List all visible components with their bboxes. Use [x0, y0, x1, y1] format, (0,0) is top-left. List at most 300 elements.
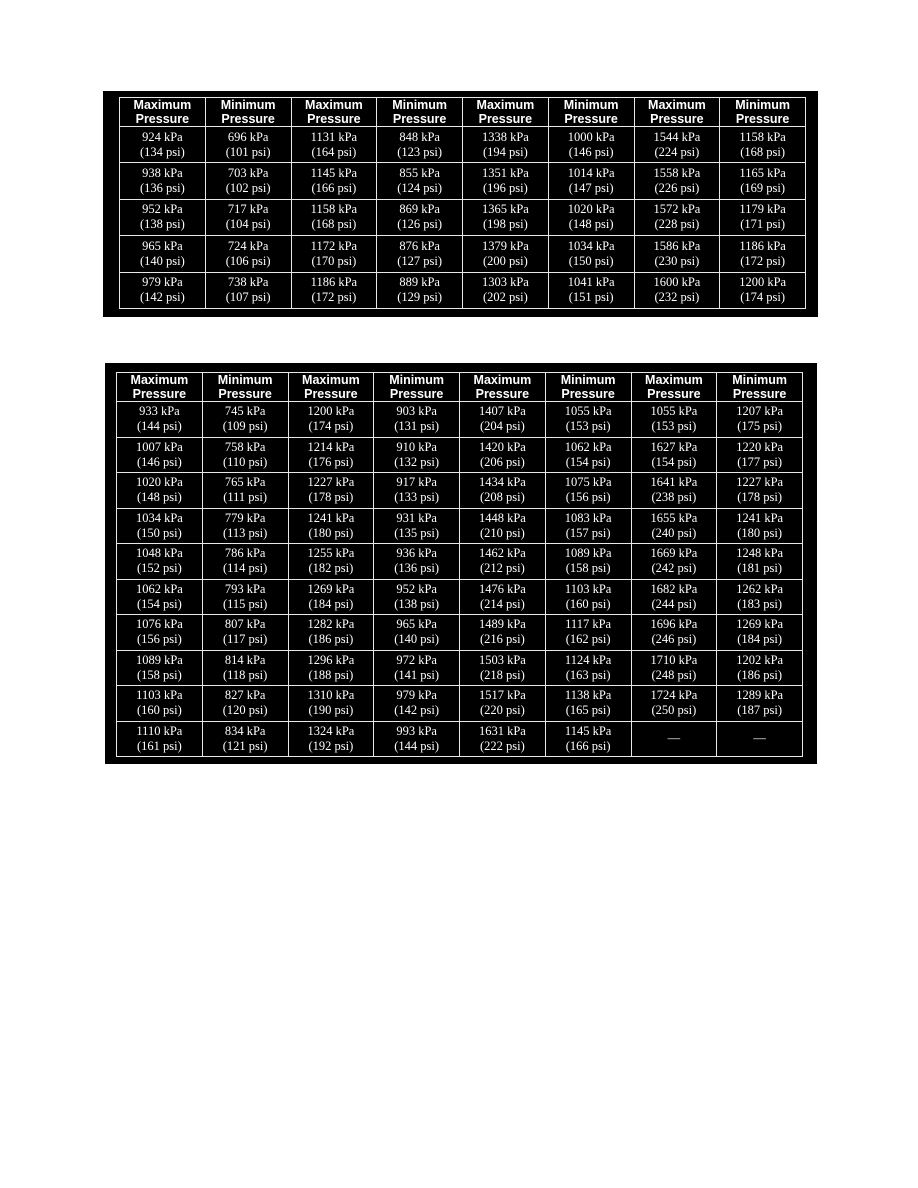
table-cell	[377, 163, 463, 199]
table-cell	[717, 686, 803, 722]
column-header-line: Pressure	[564, 112, 618, 126]
table-cell	[460, 402, 546, 438]
kpa-value: 765 kPa	[224, 475, 266, 490]
table-cell	[631, 402, 717, 438]
kpa-value: 1517 kPa	[478, 688, 526, 703]
kpa-value: 1324 kPa	[307, 723, 355, 738]
table-cell	[634, 127, 720, 163]
table-cell	[117, 473, 203, 509]
table-cell	[545, 402, 631, 438]
psi-value: (153 psi)	[651, 419, 697, 434]
header-row	[120, 98, 806, 127]
kpa-value: 1448 kPa	[478, 510, 526, 525]
kpa-value: 1724 kPa	[650, 688, 698, 703]
kpa-value: 931 kPa	[396, 510, 437, 525]
psi-value: (161 psi)	[136, 738, 182, 753]
table-cell	[631, 508, 717, 544]
kpa-value: 1138 kPa	[564, 688, 612, 703]
psi-value: (186 psi)	[737, 667, 783, 682]
kpa-value: 1407 kPa	[478, 404, 526, 419]
psi-value: (153 psi)	[565, 419, 611, 434]
kpa-value: 696 kPa	[227, 129, 269, 144]
column-header-line: Pressure	[135, 112, 190, 126]
psi-value: (210 psi)	[479, 525, 525, 540]
kpa-value: 1158 kPa	[310, 202, 358, 217]
column-header-line: Pressure	[307, 112, 361, 126]
table-cell	[117, 721, 203, 757]
table-cell	[548, 127, 634, 163]
column-header-line: Pressure	[218, 387, 272, 401]
kpa-value: 1014 kPa	[567, 166, 615, 181]
kpa-value: 1489 kPa	[478, 617, 526, 632]
kpa-value: 972 kPa	[396, 652, 437, 667]
kpa-value: 1062 kPa	[564, 439, 612, 454]
psi-value: (200 psi)	[482, 253, 528, 268]
psi-value: (168 psi)	[740, 144, 786, 159]
table-cell	[374, 650, 460, 686]
kpa-value: 1227 kPa	[307, 475, 355, 490]
table-cell	[460, 544, 546, 580]
kpa-value: 1020 kPa	[567, 202, 615, 217]
kpa-value: 1682 kPa	[650, 581, 698, 596]
kpa-value: 745 kPa	[224, 404, 266, 419]
psi-value: (148 psi)	[568, 217, 614, 232]
psi-value: (188 psi)	[308, 667, 354, 682]
psi-value: (154 psi)	[565, 454, 611, 469]
psi-value: (166 psi)	[565, 738, 611, 753]
column-header-line: Minimum	[220, 98, 276, 112]
psi-value: (204 psi)	[479, 419, 525, 434]
column-header	[120, 98, 206, 127]
table-cell	[548, 236, 634, 272]
psi-value: (157 psi)	[565, 525, 611, 540]
table-row	[117, 721, 803, 757]
psi-value: (144 psi)	[136, 419, 182, 434]
psi-value: (160 psi)	[565, 596, 611, 611]
psi-value: (220 psi)	[479, 703, 525, 718]
column-header	[291, 98, 377, 127]
psi-value: (163 psi)	[565, 667, 611, 682]
kpa-value: 1420 kPa	[478, 439, 526, 454]
column-header-line: Maximum	[648, 98, 706, 112]
column-header-line: Minimum	[735, 98, 791, 112]
kpa-value: 965 kPa	[142, 238, 183, 253]
psi-value: (174 psi)	[740, 290, 786, 305]
table-cell	[205, 272, 291, 308]
psi-value: (160 psi)	[136, 703, 182, 718]
psi-value: (109 psi)	[222, 419, 268, 434]
column-header	[545, 373, 631, 402]
table-cell	[548, 199, 634, 235]
table-row	[117, 650, 803, 686]
psi-value: (218 psi)	[479, 667, 525, 682]
kpa-value: 1462 kPa	[478, 546, 526, 561]
kpa-value: 1241 kPa	[736, 510, 784, 525]
kpa-value: 1055 kPa	[650, 404, 698, 419]
kpa-value: 1338 kPa	[481, 129, 529, 144]
table-cell	[202, 402, 288, 438]
kpa-value: 793 kPa	[224, 581, 266, 596]
table-cell	[460, 615, 546, 651]
psi-value: (212 psi)	[479, 561, 525, 576]
kpa-value: 1586 kPa	[653, 238, 701, 253]
table-cell	[548, 272, 634, 308]
column-header-line: Pressure	[732, 387, 787, 401]
psi-value: (222 psi)	[479, 738, 525, 753]
table-cell	[117, 402, 203, 438]
kpa-value: 876 kPa	[399, 238, 440, 253]
psi-value: (232 psi)	[654, 290, 700, 305]
table-cell	[631, 686, 717, 722]
table-cell	[374, 544, 460, 580]
psi-value: (238 psi)	[651, 490, 697, 505]
table-cell	[202, 615, 288, 651]
psi-value: (121 psi)	[222, 738, 268, 753]
psi-value: (124 psi)	[397, 181, 443, 196]
kpa-value: 1145 kPa	[564, 723, 612, 738]
table-cell	[717, 402, 803, 438]
psi-value: (154 psi)	[136, 596, 182, 611]
column-header	[288, 373, 374, 402]
table-cell	[720, 236, 806, 272]
psi-value: (181 psi)	[737, 561, 783, 576]
table-cell	[377, 272, 463, 308]
psi-value: (182 psi)	[308, 561, 354, 576]
table-cell	[288, 579, 374, 615]
psi-value: (152 psi)	[136, 561, 182, 576]
table-cell	[205, 127, 291, 163]
column-header-line: Pressure	[475, 387, 530, 401]
psi-value: (162 psi)	[565, 632, 611, 647]
kpa-value: 910 kPa	[396, 439, 437, 454]
column-header-line: Maximum	[476, 98, 535, 112]
psi-value: (142 psi)	[394, 703, 440, 718]
column-header-line: Pressure	[389, 387, 444, 401]
psi-value: (166 psi)	[311, 181, 357, 196]
psi-value: (106 psi)	[225, 253, 271, 268]
psi-value: (165 psi)	[565, 703, 611, 718]
table-cell	[460, 437, 546, 473]
psi-value: (154 psi)	[651, 454, 697, 469]
column-header-line: Maximum	[305, 98, 363, 112]
psi-value: (150 psi)	[136, 525, 182, 540]
column-header-line: Minimum	[560, 373, 616, 387]
kpa-value: 1179 kPa	[739, 202, 786, 217]
kpa-value: 1351 kPa	[481, 166, 529, 181]
pressure-table-1	[119, 97, 806, 309]
psi-value: (202 psi)	[482, 290, 528, 305]
kpa-value: 1158 kPa	[739, 129, 786, 144]
table-row	[120, 199, 806, 235]
table-cell	[460, 650, 546, 686]
kpa-value: 1124 kPa	[564, 652, 612, 667]
psi-value: (156 psi)	[136, 632, 182, 647]
table-cell	[374, 402, 460, 438]
kpa-value: 917 kPa	[396, 475, 437, 490]
table-cell	[634, 199, 720, 235]
table-cell	[374, 437, 460, 473]
kpa-value: 1048 kPa	[135, 546, 183, 561]
column-header-line: Minimum	[217, 373, 273, 387]
kpa-value: 1186 kPa	[310, 275, 358, 290]
column-header-line: Minimum	[563, 98, 619, 112]
column-header-line: Maximum	[302, 373, 360, 387]
kpa-value: 1000 kPa	[567, 129, 615, 144]
column-header-line: Maximum	[473, 373, 532, 387]
kpa-value: 1089 kPa	[135, 652, 183, 667]
kpa-value: 936 kPa	[396, 546, 437, 561]
table-cell	[120, 236, 206, 272]
table-cell	[291, 199, 377, 235]
psi-value: (126 psi)	[397, 217, 443, 232]
psi-value: (196 psi)	[482, 181, 528, 196]
psi-value: (156 psi)	[565, 490, 611, 505]
empty-value: —	[753, 731, 766, 746]
kpa-value: 1262 kPa	[736, 581, 784, 596]
table-cell	[720, 199, 806, 235]
kpa-value: 703 kPa	[227, 166, 269, 181]
psi-value: (228 psi)	[654, 217, 700, 232]
table-cell	[288, 544, 374, 580]
kpa-value: 1083 kPa	[564, 510, 612, 525]
kpa-value: 952 kPa	[396, 581, 437, 596]
kpa-value: 1365 kPa	[481, 202, 529, 217]
kpa-value: 1248 kPa	[736, 546, 784, 561]
table-cell	[117, 650, 203, 686]
column-header-line: Maximum	[130, 373, 189, 387]
table-cell	[288, 437, 374, 473]
table-cell	[463, 236, 549, 272]
kpa-value: 933 kPa	[139, 404, 180, 419]
table-cell	[631, 473, 717, 509]
kpa-value: 1476 kPa	[478, 581, 526, 596]
psi-value: (111 psi)	[223, 490, 268, 505]
column-header	[205, 98, 291, 127]
table-cell	[202, 686, 288, 722]
column-header	[634, 98, 720, 127]
kpa-value: 1007 kPa	[135, 439, 183, 454]
psi-value: (187 psi)	[737, 703, 783, 718]
psi-value: (138 psi)	[394, 596, 440, 611]
table-row	[117, 508, 803, 544]
table-cell	[120, 163, 206, 199]
table-cell	[545, 721, 631, 757]
table-row	[117, 544, 803, 580]
kpa-value: 814 kPa	[224, 652, 266, 667]
psi-value: (140 psi)	[139, 253, 185, 268]
kpa-value: 1200 kPa	[307, 404, 355, 419]
table-cell	[460, 686, 546, 722]
kpa-value: 807 kPa	[224, 617, 266, 632]
kpa-value: 1282 kPa	[307, 617, 355, 632]
table-cell	[717, 473, 803, 509]
psi-value: (248 psi)	[651, 667, 697, 682]
empty-value: —	[667, 731, 681, 746]
kpa-value: 786 kPa	[224, 546, 266, 561]
column-header-line: Pressure	[132, 387, 187, 401]
psi-value: (174 psi)	[308, 419, 354, 434]
psi-value: (114 psi)	[222, 561, 268, 576]
column-header	[717, 373, 803, 402]
psi-value: (140 psi)	[394, 632, 440, 647]
table-cell	[463, 199, 549, 235]
psi-value: (104 psi)	[225, 217, 271, 232]
table-cell	[631, 579, 717, 615]
psi-value: (164 psi)	[311, 144, 357, 159]
table-cell	[205, 236, 291, 272]
kpa-value: 979 kPa	[142, 275, 183, 290]
table-cell	[374, 473, 460, 509]
table-cell	[631, 437, 717, 473]
column-header-line: Pressure	[392, 112, 447, 126]
table-cell	[117, 508, 203, 544]
kpa-value: 1055 kPa	[564, 404, 612, 419]
table-cell	[545, 508, 631, 544]
kpa-value: 952 kPa	[142, 202, 183, 217]
table-cell	[377, 236, 463, 272]
psi-value: (115 psi)	[222, 596, 268, 611]
psi-value: (148 psi)	[136, 490, 182, 505]
psi-value: (206 psi)	[479, 454, 525, 469]
psi-value: (171 psi)	[740, 217, 786, 232]
table-cell	[202, 508, 288, 544]
kpa-value: 1145 kPa	[310, 166, 358, 181]
table-cell	[205, 199, 291, 235]
kpa-value: 1296 kPa	[307, 652, 355, 667]
table-cell	[288, 615, 374, 651]
table-cell	[460, 579, 546, 615]
psi-value: (158 psi)	[136, 667, 182, 682]
kpa-value: 938 kPa	[142, 166, 183, 181]
psi-value: (172 psi)	[311, 290, 357, 305]
psi-value: (170 psi)	[311, 253, 357, 268]
psi-value: (138 psi)	[139, 217, 185, 232]
table-row	[120, 163, 806, 199]
psi-value: (101 psi)	[225, 144, 271, 159]
psi-value: (208 psi)	[479, 490, 525, 505]
table-cell	[460, 473, 546, 509]
table-cell	[545, 650, 631, 686]
kpa-value: 965 kPa	[396, 617, 437, 632]
kpa-value: 1165 kPa	[739, 166, 786, 181]
column-header-line: Pressure	[304, 387, 358, 401]
table-cell	[631, 721, 717, 757]
table-cell	[463, 272, 549, 308]
column-header-line: Pressure	[478, 112, 533, 126]
table-cell	[545, 579, 631, 615]
psi-value: (147 psi)	[568, 181, 614, 196]
table-row	[117, 579, 803, 615]
psi-value: (150 psi)	[568, 253, 614, 268]
table-cell	[374, 579, 460, 615]
psi-value: (123 psi)	[397, 144, 443, 159]
table-cell	[545, 544, 631, 580]
table-cell	[377, 199, 463, 235]
kpa-value: 1710 kPa	[650, 652, 698, 667]
kpa-value: 827 kPa	[224, 688, 266, 703]
column-header-line: Maximum	[645, 373, 703, 387]
table-cell	[545, 473, 631, 509]
table-cell	[631, 615, 717, 651]
psi-value: (169 psi)	[740, 181, 786, 196]
kpa-value: 1034 kPa	[135, 510, 183, 525]
kpa-value: 1117 kPa	[565, 617, 612, 632]
table-cell	[717, 721, 803, 757]
kpa-value: 1379 kPa	[481, 238, 529, 253]
table-cell	[288, 508, 374, 544]
psi-value: (240 psi)	[651, 525, 697, 540]
kpa-value: 1103 kPa	[136, 688, 183, 703]
table-row	[117, 437, 803, 473]
table-cell	[202, 544, 288, 580]
pressure-table-2	[116, 372, 803, 757]
kpa-value: 848 kPa	[399, 129, 440, 144]
psi-value: (117 psi)	[222, 632, 268, 647]
psi-value: (244 psi)	[651, 596, 697, 611]
kpa-value: 1034 kPa	[567, 238, 615, 253]
table-cell	[288, 650, 374, 686]
kpa-value: 1103 kPa	[564, 581, 612, 596]
table-cell	[377, 127, 463, 163]
kpa-value: 1241 kPa	[307, 510, 355, 525]
table-cell	[202, 650, 288, 686]
psi-value: (134 psi)	[139, 144, 185, 159]
column-header-line: Pressure	[221, 112, 275, 126]
psi-value: (132 psi)	[394, 454, 440, 469]
psi-value: (180 psi)	[737, 525, 783, 540]
table-cell	[202, 721, 288, 757]
column-header	[720, 98, 806, 127]
table-cell	[117, 544, 203, 580]
table-row	[120, 236, 806, 272]
pressure-table-panel-1	[103, 91, 818, 317]
kpa-value: 1214 kPa	[307, 439, 355, 454]
kpa-value: 1110 kPa	[136, 723, 183, 738]
kpa-value: 1227 kPa	[736, 475, 784, 490]
kpa-value: 724 kPa	[227, 238, 269, 253]
kpa-value: 1669 kPa	[650, 546, 698, 561]
table-cell	[374, 686, 460, 722]
table-cell	[545, 615, 631, 651]
kpa-value: 1020 kPa	[135, 475, 183, 490]
kpa-value: 1200 kPa	[739, 275, 787, 290]
psi-value: (136 psi)	[394, 561, 440, 576]
kpa-value: 1627 kPa	[650, 439, 698, 454]
psi-value: (110 psi)	[222, 454, 268, 469]
table-cell	[545, 686, 631, 722]
kpa-value: 834 kPa	[224, 723, 266, 738]
table-cell	[288, 721, 374, 757]
psi-value: (107 psi)	[225, 290, 271, 305]
psi-value: (230 psi)	[654, 253, 700, 268]
psi-value: (158 psi)	[565, 561, 611, 576]
kpa-value: 1641 kPa	[650, 475, 698, 490]
table-row	[120, 127, 806, 163]
column-header	[460, 373, 546, 402]
kpa-value: 1600 kPa	[653, 275, 701, 290]
table-row	[117, 402, 803, 438]
psi-value: (226 psi)	[654, 181, 700, 196]
psi-value: (178 psi)	[737, 490, 783, 505]
kpa-value: 1572 kPa	[653, 202, 701, 217]
psi-value: (178 psi)	[308, 490, 354, 505]
kpa-value: 1655 kPa	[650, 510, 698, 525]
kpa-value: 1041 kPa	[567, 275, 615, 290]
table-cell	[717, 437, 803, 473]
psi-value: (127 psi)	[397, 253, 443, 268]
kpa-value: 1131 kPa	[310, 129, 358, 144]
kpa-value: 1303 kPa	[481, 275, 529, 290]
